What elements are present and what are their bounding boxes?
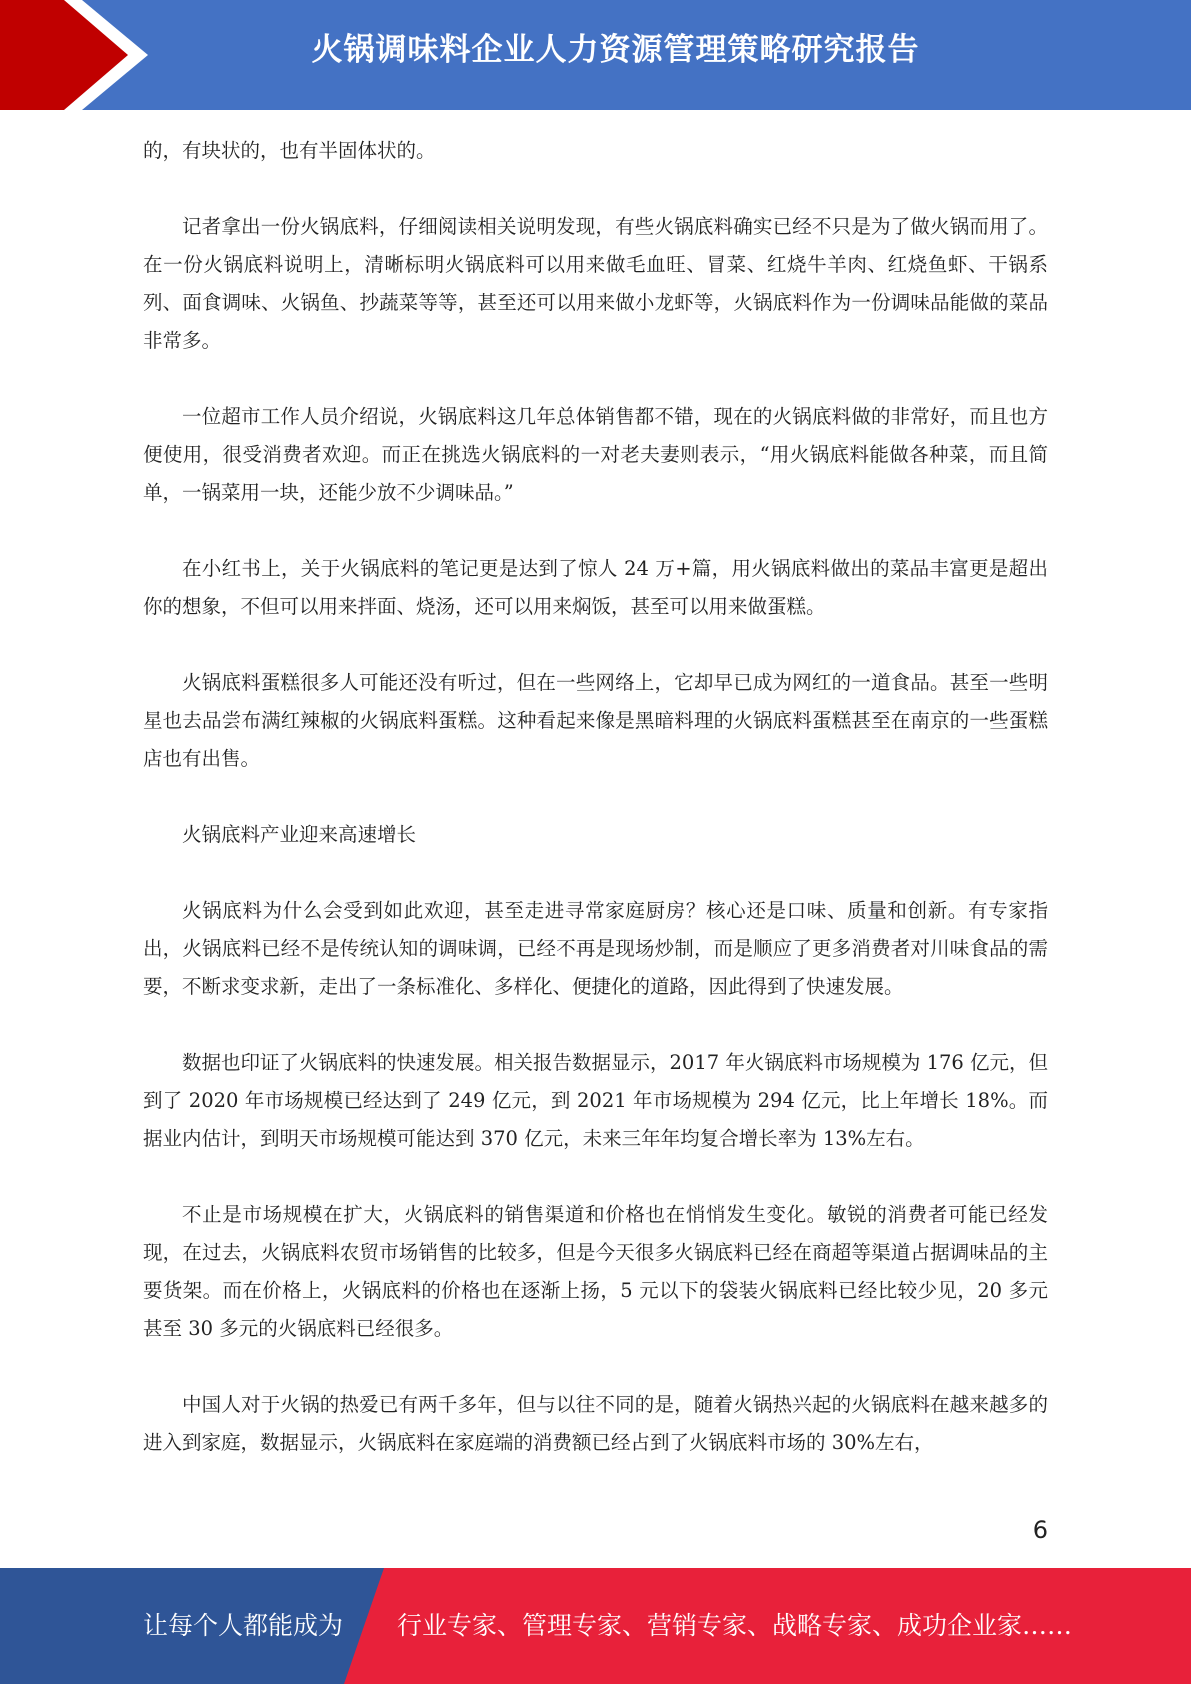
footer-slogan-right: 行业专家、管理专家、营销专家、战略专家、成功企业家…… [397,1611,1073,1640]
paragraph: 火锅底料为什么会受到如此欢迎，甚至走进寻常家庭厨房？核心还是口味、质量和创新。有专家指出，火锅底料已经不是传统认知的调味调，已经不再是现场炒制，而是顺应了更多消费者对川味食品的需要，不断求变求新，走出了一条标准化、多样化、便捷化的道路，因此得到了快速发展。 [143,899,1048,998]
paragraph: 一位超市工作人员介绍说，火锅底料这几年总体销售都不错，现在的火锅底料做的非常好，而且也方便使用，很受消费者欢迎。而正在挑选火锅底料的一对老夫妻则表示，“用火锅底料能做各种菜，而且简单，一锅菜用一块，还能少放不少调味品。” [143,405,1048,504]
page-number: 6 [1032,1516,1048,1544]
paragraph: 不止是市场规模在扩大，火锅底料的销售渠道和价格也在悄悄发生变化。敏锐的消费者可能已经发现，在过去，火锅底料农贸市场销售的比较多，但是今天很多火锅底料已经在商超等渠道占据调味品的主要货架。而在价格上，火锅底料的价格也在逐渐上扬，5 元以下的袋装火锅底料已经比较少见，20 多元甚至 30 多元的火锅底料已经很多。 [143,1203,1048,1340]
paragraph: 的，有块状的，也有半固体状的。 [143,139,436,162]
body-text [143,132,1048,1500]
paragraph: 记者拿出一份火锅底料，仔细阅读相关说明发现，有些火锅底料确实已经不只是为了做火锅而用了。在一份火锅底料说明上，清晰标明火锅底料可以用来做毛血旺、冒菜、红烧牛羊肉、红烧鱼虾、干锅系列、面食调味、火锅鱼、抄蔬菜等等，甚至还可以用来做小龙虾等，火锅底料作为一份调味品能做的菜品非常多。 [143,215,1048,352]
paragraph: 数据也印证了火锅底料的快速发展。相关报告数据显示，2017 年火锅底料市场规模为 176 亿元，但到了 2020 年市场规模已经达到了 249 亿元，到 2021 年市场规模为 294 亿元，比上年增长 18%。而据业内估计，到明天市场规模可能达到 370 亿元，未来三年年均复合增长率为 13%左右。 [143,1051,1048,1150]
paragraph: 中国人对于火锅的热爱已有两千多年，但与以往不同的是，随着火锅热兴起的火锅底料在越来越多的进入到家庭，数据显示，火锅底料在家庭端的消费额已经占到了火锅底料市场的 30%左右， [143,1393,1048,1454]
paragraph: 火锅底料蛋糕很多人可能还没有听过，但在一些网络上，它却早已成为网红的一道食品。甚至一些明星也去品尝布满红辣椒的火锅底料蛋糕。这种看起来像是黑暗料理的火锅底料蛋糕甚至在南京的一些蛋糕店也有出售。 [143,671,1048,770]
paragraph: 在小红书上，关于火锅底料的笔记更是达到了惊人 24 万+篇，用火锅底料做出的菜品丰富更是超出你的想象，不但可以用来拌面、烧汤，还可以用来焖饭，甚至可以用来做蛋糕。 [143,557,1048,618]
footer-slogan-left: 让每个人都能成为 [143,1611,344,1640]
paragraph: 火锅底料产业迎来高速增长 [182,823,417,846]
header-banner [0,0,1191,110]
document-title: 火锅调味料企业人力资源管理策略研究报告 [311,32,920,68]
footer-banner [0,1568,1191,1684]
